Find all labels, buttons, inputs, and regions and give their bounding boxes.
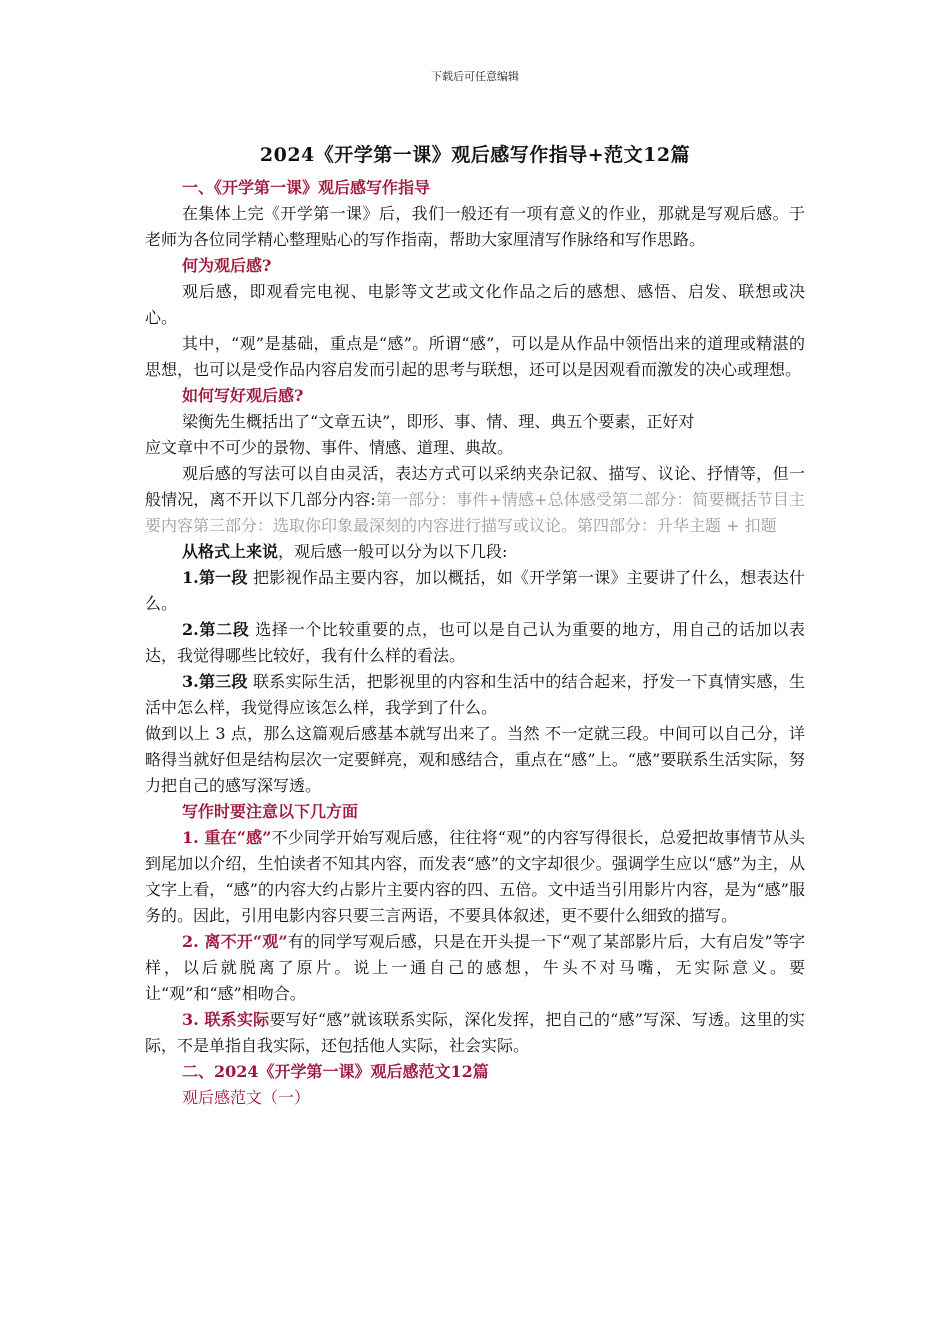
para1-label: 1.第一段	[182, 568, 248, 587]
attention-heading: 写作时要注意以下几方面	[182, 802, 359, 821]
para3-label: 3.第三段	[182, 672, 248, 691]
tip2-label: 2. 离不开“观”	[182, 932, 288, 951]
document-title: 2024《开学第一课》观后感写作指导+范文12篇	[259, 144, 691, 166]
section1-heading: 一、《开学第一课》观后感写作指导	[182, 178, 431, 197]
para3-item	[145, 669, 805, 721]
tip1-text: 不少同学开始写观后感，往往将“观”的内容写得很长，总爱把故事情节从头到尾加以介绍，生怕读者不知其内容，而发表“感”的文字却很少。强调学生应以“感”为主，从文字上看，“感”的内容大约占影片主要内容的四、五倍。文中适当引用影片内容，是为“感”服务的。因此，引用电影内容只要三言两语，不要具体叙述，更不要什么细致的描写。	[145, 828, 805, 925]
q2-paragraph-1b: 应文章中不可少的景物、事件、情感、道理、典故。	[145, 438, 514, 457]
q1-paragraph-1: 观后感，即观看完电视、电影等文艺或文化作品之后的感想、感悟、启发、联想或决心。	[145, 282, 805, 327]
tip2-item	[145, 929, 805, 1007]
para3-text: 联系实际生活，把影视里的内容和生活中的结合起来，抒发一下真情实感，生活中怎么样，我觉得应该怎么样，我学到了什么。	[145, 672, 805, 717]
tip3-item	[145, 1007, 805, 1059]
summary-paragraph: 做到以上 3 点，那么这篇观后感基本就写出来了。当然 不一定就三段。中间可以自己分，详略得当就好但是结构层次一定要鲜亮，观和感结合，重点在“感”上。“感”要联系生活实际，努力把自己的感写深写透。	[145, 724, 805, 795]
tip1-item	[145, 825, 805, 929]
q2-paragraph-2-outline: 第一部分：事件+情感+总体感受第二部分：简要概括节目主要内容第三部分：选取你印象最深刻的内容进行描写或议论。第四部分：升华主题 + 扣题	[145, 490, 805, 535]
tip1-label: 1. 重在“感”	[182, 828, 272, 847]
header-note: 下载后可任意编辑	[431, 70, 519, 83]
document-body	[145, 140, 805, 1111]
q2-paragraph-1: 梁衡先生概括出了“文章五诀”，即形、事、情、理、典五个要素，正好对	[182, 412, 695, 431]
q1-paragraph-2: 其中，“观”是基础，重点是“感”。所谓“感”，可以是从作品中领悟出来的道理或精湛的思想，也可以是受作品内容启发而引起的思考与联想，还可以是因观看而激发的决心或理想。	[145, 334, 805, 379]
para2-text: 选择一个比较重要的点，也可以是自己认为重要的地方，用自己的话加以表达，我觉得哪些比较好，我有什么样的看法。	[145, 620, 805, 665]
q1-heading: 何为观后感?	[182, 256, 272, 275]
para2-label: 2.第二段	[182, 620, 250, 639]
para1-item	[145, 565, 805, 617]
tip3-label: 3. 联系实际	[182, 1010, 270, 1029]
q2-heading: 如何写好观后感?	[182, 386, 304, 405]
tip2-text: 有的同学写观后感，只是在开头提一下“观了某部影片后，大有启发”等字样，以后就脱离了原片。说上一通自己的感想，牛头不对马嘴，无实际意义。要让“观”和“感”相吻合。	[145, 932, 805, 1003]
format-rest: ，观后感一般可以分为以下几段:	[278, 542, 508, 561]
section2-heading: 二、2024《开学第一课》观后感范文12篇	[182, 1062, 489, 1081]
para2-item	[145, 617, 805, 669]
q2-paragraph-2-text: 观后感的写法可以自由灵活，表达方式可以采纳夹杂记叙、描写、议论、抒情等，但一般情况，离不开以下几部分内容:	[145, 464, 805, 509]
format-paragraph	[145, 539, 805, 565]
format-bold: 从格式上来说	[182, 542, 279, 561]
para1-text: 把影视作品主要内容，加以概括，如《开学第一课》主要讲了什么，想表达什么。	[145, 568, 805, 613]
q2-paragraph-2	[145, 461, 805, 539]
tip3-text: 要写好“感”就该联系实际，深化发挥，把自己的“感”写深、写透。这里的实际，不是单指自我实际，还包括他人实际，社会实际。	[145, 1010, 805, 1055]
section1-intro: 在集体上完《开学第一课》后，我们一般还有一项有意义的作业，那就是写观后感。于老师为各位同学精心整理贴心的写作指南，帮助大家厘清写作脉络和写作思路。	[145, 204, 805, 249]
sample-1-heading: 观后感范文（一）	[182, 1088, 311, 1107]
